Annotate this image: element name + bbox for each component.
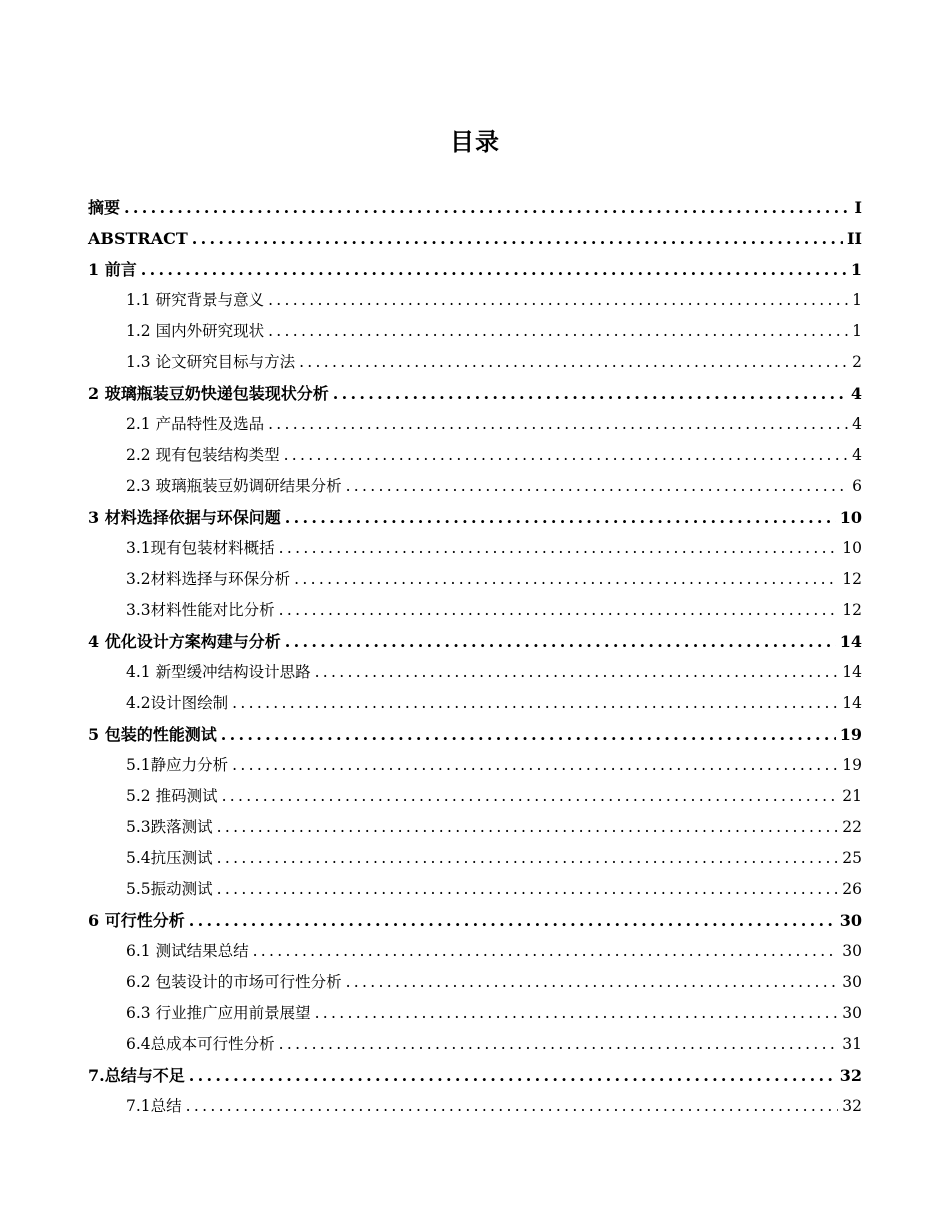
toc-entry-label: 6 可行性分析	[88, 911, 185, 930]
toc-page-number: 19	[839, 725, 862, 744]
toc-entry-label: 5.4抗压测试	[126, 849, 213, 867]
toc-page-number: 19	[842, 756, 862, 774]
toc-chapter-entry[interactable]	[88, 626, 862, 657]
toc-page-number: 4	[852, 415, 862, 433]
toc-section-entry[interactable]	[88, 750, 862, 781]
toc-chapter-entry[interactable]	[88, 192, 862, 223]
toc-entry-label: 5.2 推码测试	[126, 787, 218, 805]
toc-entry-label: 5.5振动测试	[126, 880, 213, 898]
toc-page-number: I	[854, 198, 862, 217]
toc-entry-label: 6.2 包装设计的市场可行性分析	[126, 973, 342, 991]
toc-page-number: 30	[842, 973, 862, 991]
toc-page-number: 12	[842, 601, 862, 619]
toc-entry-label: 4 优化设计方案构建与分析	[88, 632, 281, 651]
toc-section-entry[interactable]	[88, 998, 862, 1029]
toc-page-number: 4	[850, 384, 862, 403]
toc-section-entry[interactable]	[88, 843, 862, 874]
toc-dot-leader	[279, 1029, 839, 1060]
toc-entry-label: 7.总结与不足	[88, 1066, 185, 1085]
toc-entry-label: 3.3材料性能对比分析	[126, 601, 275, 619]
toc-entry-label: 2.3 玻璃瓶装豆奶调研结果分析	[126, 477, 342, 495]
toc-chapter-entry[interactable]	[88, 719, 862, 750]
toc-page-number: 32	[842, 1097, 862, 1115]
toc-entry-label: 1 前言	[88, 260, 137, 279]
toc-entry-label: 1.3 论文研究目标与方法	[126, 353, 296, 371]
toc-page-number: 1	[852, 322, 862, 340]
toc-page-number: 4	[852, 446, 862, 464]
toc-page-number: 31	[842, 1035, 862, 1053]
toc-dot-leader	[232, 688, 838, 719]
page-title: 目录	[450, 128, 500, 156]
toc-dot-leader	[299, 347, 848, 378]
toc-dot-leader	[186, 1091, 839, 1122]
toc-page-number: 25	[842, 849, 862, 867]
toc-dot-leader	[268, 316, 848, 347]
toc-section-entry[interactable]	[88, 440, 862, 471]
toc-section-entry[interactable]	[88, 688, 862, 719]
toc-dot-leader	[141, 254, 847, 285]
toc-page-number: 30	[839, 911, 862, 930]
toc-dot-leader	[232, 750, 838, 781]
toc-entry-label: 5.3跌落测试	[126, 818, 213, 836]
toc-dot-leader	[315, 657, 839, 688]
toc-entry-label: 7.1总结	[126, 1097, 182, 1115]
toc-page-number: 32	[839, 1066, 862, 1085]
toc-dot-leader	[217, 843, 839, 874]
toc-page-number: 26	[842, 880, 862, 898]
toc-chapter-entry[interactable]	[88, 1060, 862, 1091]
toc-entry-label: 5.1静应力分析	[126, 756, 229, 774]
toc-page-number: 10	[839, 508, 862, 527]
toc-section-entry[interactable]	[88, 1029, 862, 1060]
toc-page-number: 1	[850, 260, 862, 279]
toc-entry-label: 6.4总成本可行性分析	[126, 1035, 275, 1053]
toc-page-number: 30	[842, 1004, 862, 1022]
toc-section-entry[interactable]	[88, 409, 862, 440]
toc-entry-label: 3.1现有包装材料概括	[126, 539, 275, 557]
toc-dot-leader	[346, 471, 849, 502]
toc-dot-leader	[279, 533, 839, 564]
toc-dot-leader	[294, 564, 838, 595]
toc-page-number: 21	[842, 787, 862, 805]
toc-section-entry[interactable]	[88, 967, 862, 998]
toc-page-number: 14	[842, 663, 862, 681]
toc-dot-leader	[333, 378, 847, 409]
toc-section-entry[interactable]	[88, 657, 862, 688]
toc-section-entry[interactable]	[88, 471, 862, 502]
toc-section-entry[interactable]	[88, 564, 862, 595]
toc-entry-label: 6.1 测试结果总结	[126, 942, 249, 960]
toc-entry-label: 5 包装的性能测试	[88, 725, 217, 744]
toc-dot-leader	[253, 936, 839, 967]
toc-page-number: 6	[852, 477, 862, 495]
toc-entry-label: 1.2 国内外研究现状	[126, 322, 265, 340]
table-of-contents	[88, 192, 862, 1122]
toc-dot-leader	[189, 1060, 836, 1091]
toc-page-number: 14	[842, 694, 862, 712]
toc-section-entry[interactable]	[88, 781, 862, 812]
toc-dot-leader	[217, 812, 839, 843]
toc-section-entry[interactable]	[88, 285, 862, 316]
toc-dot-leader	[346, 967, 839, 998]
toc-dot-leader	[124, 192, 850, 223]
toc-page-number: 10	[842, 539, 862, 557]
toc-dot-leader	[217, 874, 839, 905]
toc-entry-label: 2.1 产品特性及选品	[126, 415, 265, 433]
toc-entry-label: 3 材料选择依据与环保问题	[88, 508, 281, 527]
toc-chapter-entry[interactable]	[88, 905, 862, 936]
toc-section-entry[interactable]	[88, 347, 862, 378]
toc-section-entry[interactable]	[88, 533, 862, 564]
toc-entry-label: 摘要	[88, 198, 121, 217]
toc-page-number: 30	[842, 942, 862, 960]
toc-entry-label: ABSTRACT	[88, 229, 188, 248]
toc-entry-label: 2 玻璃瓶装豆奶快递包装现状分析	[88, 384, 329, 403]
toc-section-entry[interactable]	[88, 316, 862, 347]
toc-section-entry[interactable]	[88, 595, 862, 626]
toc-page-number: II	[847, 229, 862, 248]
toc-page-number: 1	[852, 291, 862, 309]
toc-dot-leader	[285, 626, 836, 657]
toc-entry-label: 3.2材料选择与环保分析	[126, 570, 291, 588]
toc-dot-leader	[268, 409, 848, 440]
toc-entry-label: 6.3 行业推广应用前景展望	[126, 1004, 311, 1022]
toc-dot-leader	[279, 595, 839, 626]
toc-dot-leader	[268, 285, 848, 316]
toc-dot-leader	[315, 998, 839, 1029]
toc-dot-leader	[222, 781, 839, 812]
toc-page-number: 14	[839, 632, 862, 651]
toc-dot-leader	[284, 440, 849, 471]
toc-dot-leader	[221, 719, 836, 750]
toc-section-entry[interactable]	[88, 1091, 862, 1122]
toc-entry-label: 2.2 现有包装结构类型	[126, 446, 280, 464]
toc-entry-label: 1.1 研究背景与意义	[126, 291, 265, 309]
toc-section-entry[interactable]	[88, 874, 862, 905]
toc-chapter-entry[interactable]	[88, 502, 862, 533]
toc-dot-leader	[192, 223, 843, 254]
toc-entry-label: 4.1 新型缓冲结构设计思路	[126, 663, 311, 681]
toc-section-entry[interactable]	[88, 812, 862, 843]
toc-page-number: 22	[842, 818, 862, 836]
toc-page-number: 2	[852, 353, 862, 371]
toc-dot-leader	[285, 502, 836, 533]
toc-chapter-entry[interactable]	[88, 254, 862, 285]
toc-chapter-entry[interactable]	[88, 223, 862, 254]
toc-entry-label: 4.2设计图绘制	[126, 694, 229, 712]
toc-section-entry[interactable]	[88, 936, 862, 967]
toc-page-number: 12	[842, 570, 862, 588]
toc-dot-leader	[189, 905, 836, 936]
toc-chapter-entry[interactable]	[88, 378, 862, 409]
